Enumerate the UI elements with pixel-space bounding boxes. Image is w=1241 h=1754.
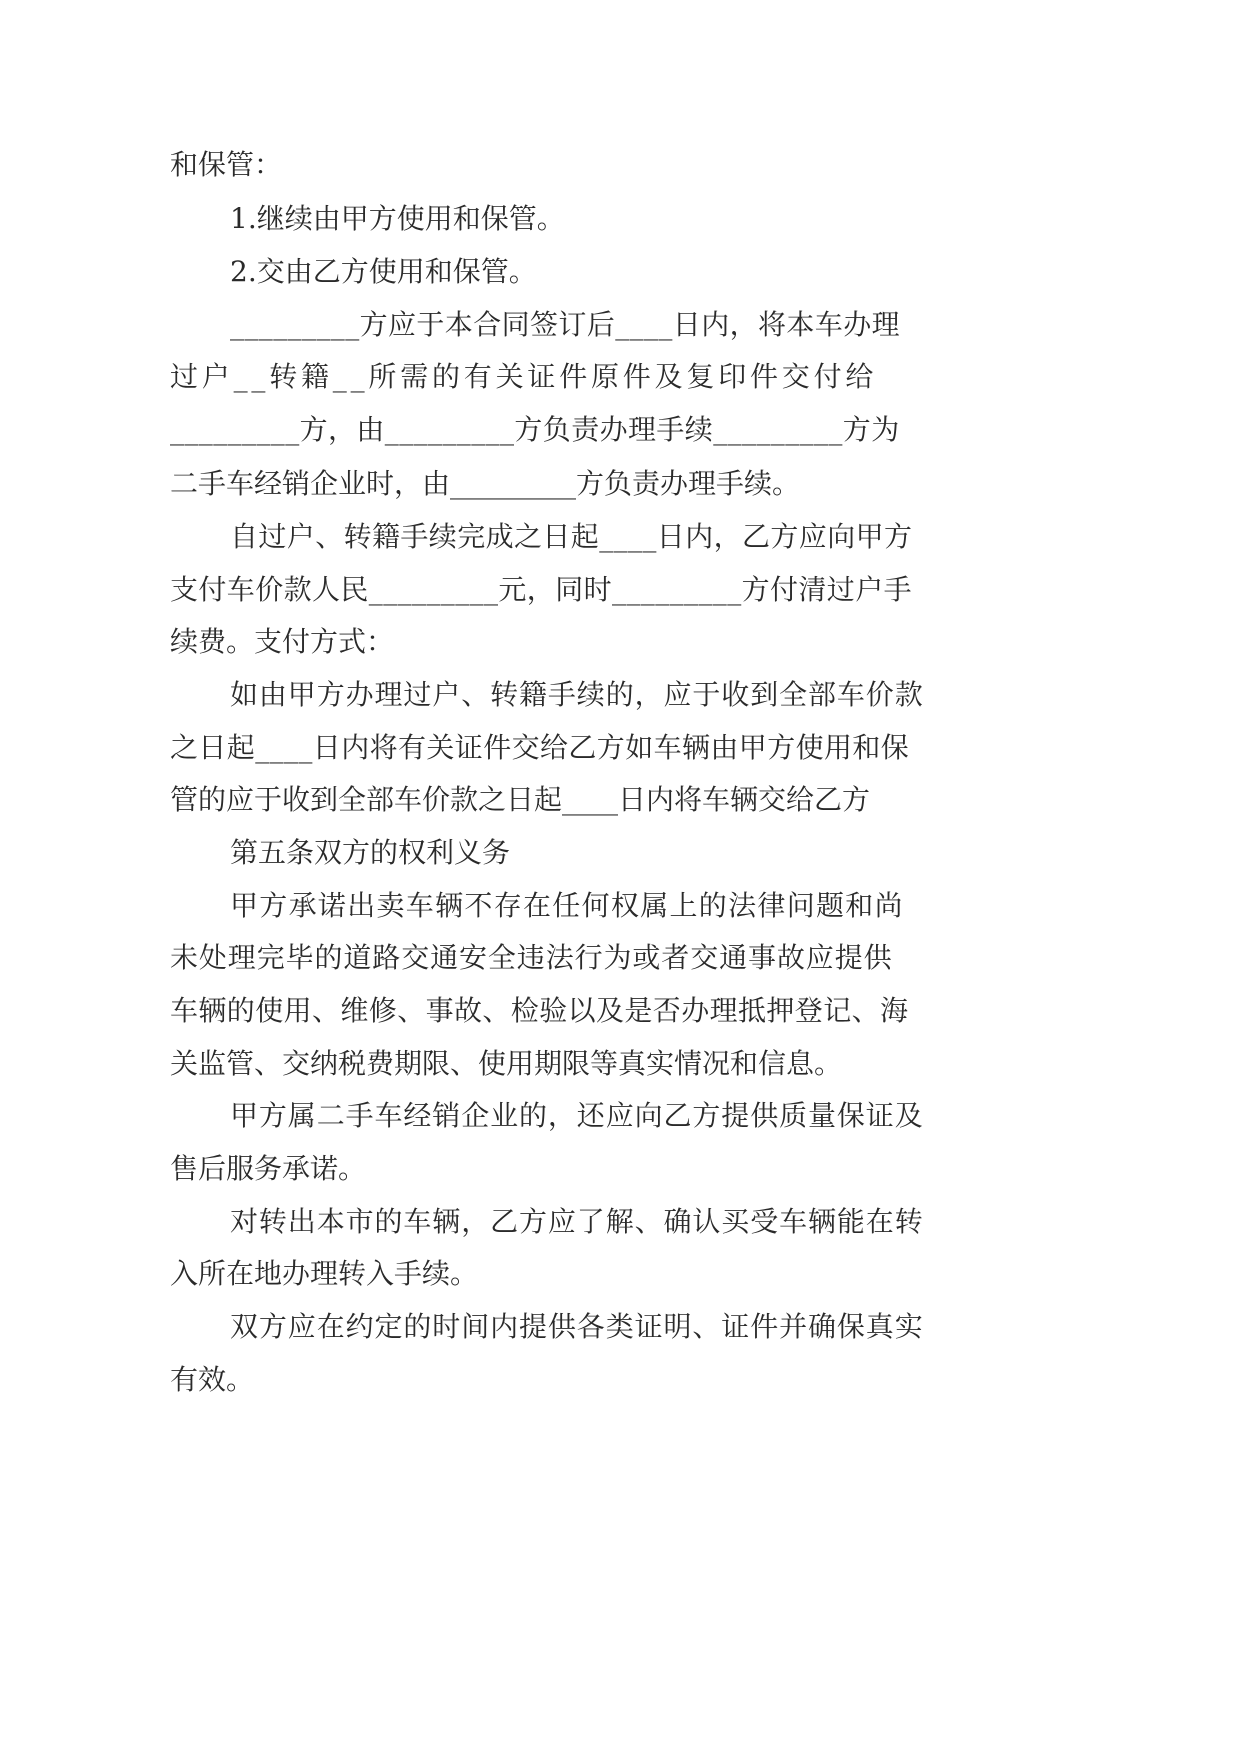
list-item: 2.交由乙方使用和保管。 — [230, 255, 537, 288]
text-line: 有效。 — [170, 1363, 255, 1396]
section-heading: 第五条双方的权利义务 — [230, 836, 511, 869]
text-line: 支付车价款人民_________元，同时_________方付清过户手 — [170, 573, 913, 606]
text-line: _________方，由_________方负责办理手续_________方为 — [170, 413, 900, 446]
text-line: 入所在地办理转入手续。 — [170, 1257, 479, 1290]
text-line: 甲方属二手车经销企业的，还应向乙方提供质量保证及 — [230, 1099, 924, 1132]
list-item: 1.继续由甲方使用和保管。 — [230, 202, 565, 235]
text-line: 关监管、交纳税费期限、使用期限等真实情况和信息。 — [170, 1047, 843, 1080]
text-line: 对转出本市的车辆，乙方应了解、确认买受车辆能在转 — [230, 1205, 924, 1238]
text-line: 如由甲方办理过户、转籍手续的，应于收到全部车价款 — [230, 678, 924, 711]
text-line: 和保管： — [170, 148, 283, 181]
text-line: 之日起____日内将有关证件交给乙方如车辆由甲方使用和保 — [170, 731, 910, 764]
text-line: 管的应于收到全部车价款之日起____日内将车辆交给乙方 — [170, 783, 871, 816]
text-line: 过户__转籍__所需的有关证件原件及复印件交付给 — [170, 360, 878, 393]
text-line: 甲方承诺出卖车辆不存在任何权属上的法律问题和尚 — [230, 889, 904, 922]
text-line: 自过户、转籍手续完成之日起____日内，乙方应向甲方 — [230, 520, 913, 553]
text-line: 续费。支付方式： — [170, 625, 395, 658]
text-line: 双方应在约定的时间内提供各类证明、证件并确保真实 — [230, 1310, 924, 1343]
text-line: 二手车经销企业时，由_________方负责办理手续。 — [170, 467, 801, 500]
text-line: 售后服务承诺。 — [170, 1152, 367, 1185]
text-line: _________方应于本合同签订后____日内，将本车办理 — [230, 308, 901, 341]
text-line: 未处理完毕的道路交通安全违法行为或者交通事故应提供 — [170, 941, 893, 974]
text-line: 车辆的使用、维修、事故、检验以及是否办理抵押登记、海 — [170, 994, 909, 1027]
